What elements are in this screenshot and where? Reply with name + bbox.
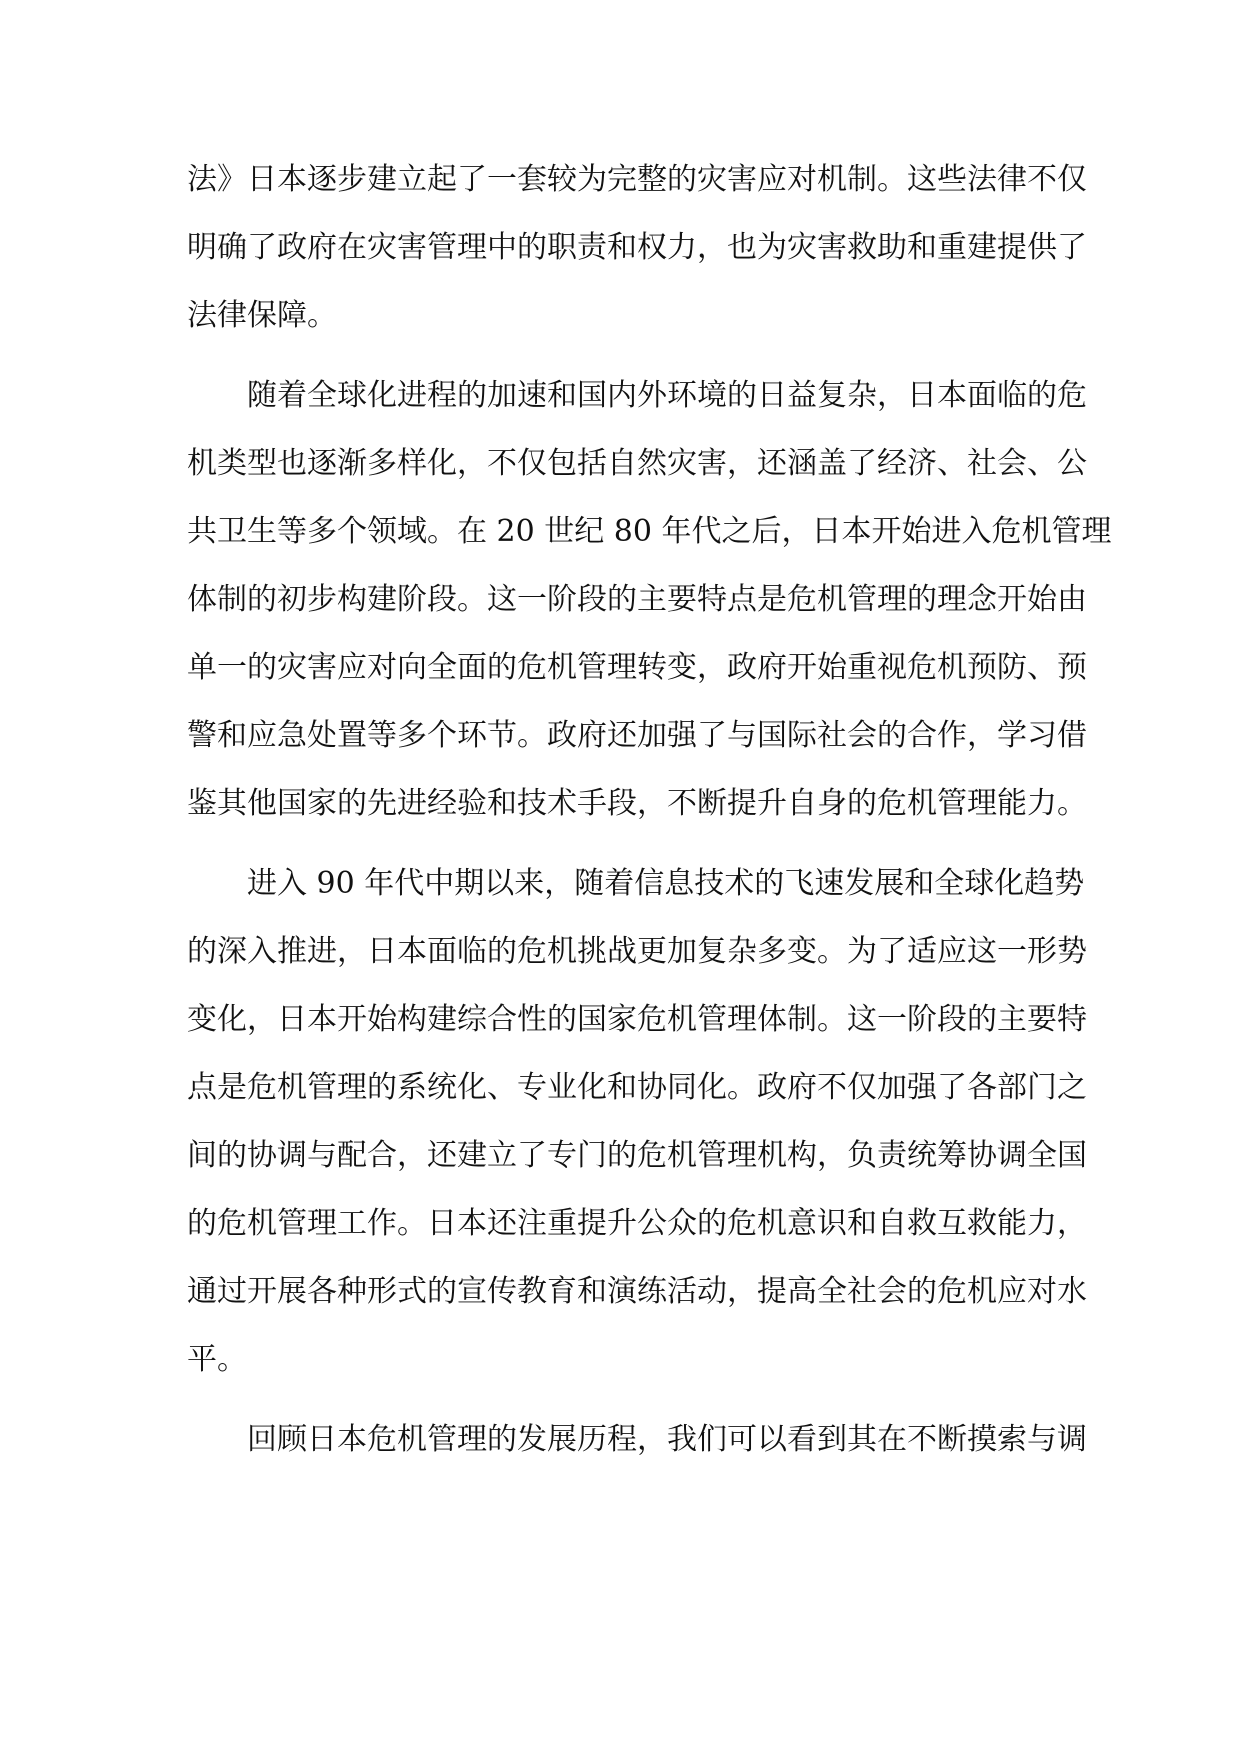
paragraph	[187, 146, 1087, 350]
paragraph	[187, 1406, 1087, 1474]
text-line: 单一的灾害应对向全面的危机管理转变，政府开始重视危机预防、预	[187, 650, 1087, 685]
text-line: 机类型也逐渐多样化，不仅包括自然灾害，还涵盖了经济、社会、公	[187, 446, 1087, 481]
text-line: 鉴其他国家的先进经验和技术手段，不断提升自身的危机管理能力。	[187, 786, 1087, 821]
text-line: 共卫生等多个领域。在 20 世纪 80 年代之后，日本开始进入危机管理	[187, 514, 1112, 549]
paragraph-spacing	[187, 350, 1055, 362]
paragraph-spacing	[187, 1394, 1055, 1406]
text-line: 回顾日本危机管理的发展历程，我们可以看到其在不断摸索与调	[247, 1422, 1087, 1457]
text-line: 法》日本逐步建立起了一套较为完整的灾害应对机制。这些法律不仅	[187, 162, 1087, 197]
text-line: 平。	[187, 1342, 247, 1377]
paragraph-spacing	[187, 838, 1055, 850]
document-body	[187, 146, 1112, 1474]
text-line: 间的协调与配合，还建立了专门的危机管理机构，负责统筹协调全国	[187, 1138, 1087, 1173]
text-line: 法律保障。	[187, 298, 337, 333]
text-line: 体制的初步构建阶段。这一阶段的主要特点是危机管理的理念开始由	[187, 582, 1087, 617]
paragraph	[187, 362, 1112, 838]
text-line: 的深入推进，日本面临的危机挑战更加复杂多变。为了适应这一形势	[187, 934, 1087, 969]
text-line: 进入 90 年代中期以来，随着信息技术的飞速发展和全球化趋势	[247, 866, 1085, 901]
text-line: 明确了政府在灾害管理中的职责和权力，也为灾害救助和重建提供了	[187, 230, 1087, 265]
text-line: 随着全球化进程的加速和国内外环境的日益复杂，日本面临的危	[247, 378, 1087, 413]
text-line: 点是危机管理的系统化、专业化和协同化。政府不仅加强了各部门之	[187, 1070, 1087, 1105]
text-line: 变化，日本开始构建综合性的国家危机管理体制。这一阶段的主要特	[187, 1002, 1087, 1037]
text-line: 通过开展各种形式的宣传教育和演练活动，提高全社会的危机应对水	[187, 1274, 1087, 1309]
paragraph	[187, 850, 1087, 1394]
text-line: 的危机管理工作。日本还注重提升公众的危机意识和自救互救能力，	[187, 1206, 1087, 1241]
text-line: 警和应急处置等多个环节。政府还加强了与国际社会的合作，学习借	[187, 718, 1087, 753]
